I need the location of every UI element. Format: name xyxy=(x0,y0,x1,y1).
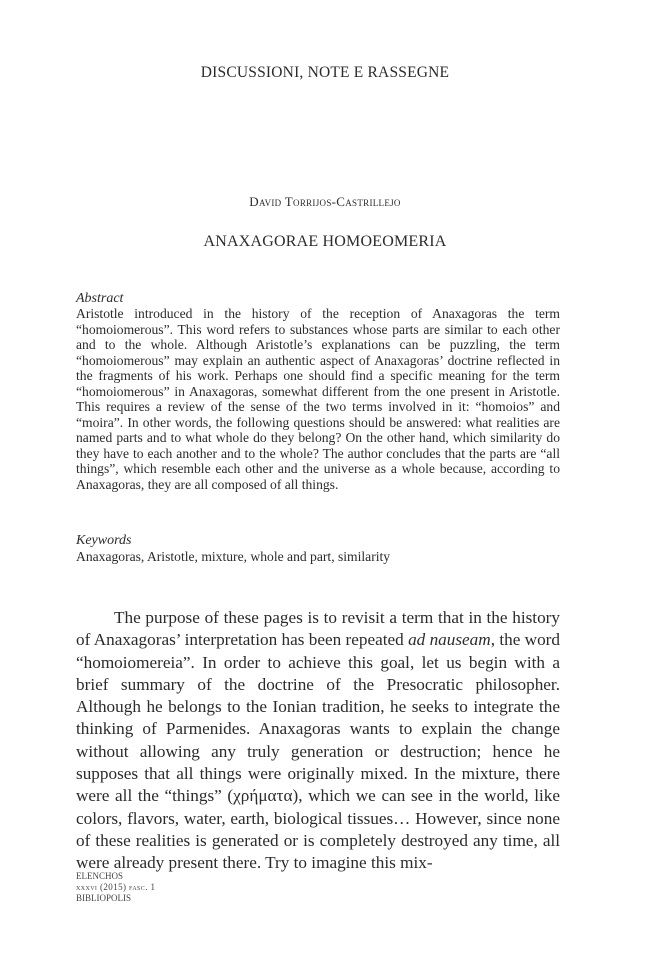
section-header: DISCUSSIONI, NOTE E RASSEGNE xyxy=(200,64,450,81)
body-text-part2: , the word “homoiomereia”. In order to achieve this goal, let us begin with a brief summary of the doctrine of the Presocratic philosopher. Although he belongs to the Ionian tradition, he seeks to integrate the thinking of Parmenides. Anaxagoras wants to explain the change without allowing any truly generation or destruction; hence he supposes that all things were originally mixed. In the mixture, there were all the “things” (χρήματα), which we can see in the world, like colors, flavors, water, earth, biological tissues… However, since none of these realities is generated or is completely destroyed any time, all were already present there. Try to imagine this mix- xyxy=(76,630,560,873)
abstract-text: Aristotle introduced in the history of the reception of Anaxagoras the term “homoiomerous”. This word refers to substances whose parts are similar to each other and to the whole. Although Aristotle’s explanations can be puzzling, the term “homoiomerous” may explain an authentic aspect of Anaxagoras’ doctrine reflected in the fragments of his work. Perhaps one should find a specific meaning for the term “homoiomerous” in Anaxagoras, somewhat different from the one present in Aristotle. This requires a review of the sense of the two terms involved in it: “homoios” and “moira”. In other words, the following questions should be answered: what realities are named parts and to what whole do they belong? On the other hand, which similarity do they have to each another and to the whole? The author concludes that the parts are “all things”, which resemble each other and the universe as a whole because, according to Anaxagoras, they are all composed of all things. xyxy=(76,306,560,493)
footer-issue: xxxvi (2015) fasc. 1 xyxy=(76,882,156,892)
abstract-label: Abstract xyxy=(76,291,124,306)
keywords-text: Anaxagoras, Aristotle, mixture, whole and part, similarity xyxy=(76,549,391,564)
keywords-label: Keywords xyxy=(76,533,132,548)
footer xyxy=(76,871,155,904)
article-author: David Torrijos-Castrillejo xyxy=(249,194,401,209)
footer-journal: ELENCHOS xyxy=(76,871,123,881)
footer-publisher: BIBLIOPOLIS xyxy=(76,893,132,903)
body-text-part1: The purpose of these pages is to revisit a term that in the history of Anaxagoras’ interpretation has been repeated xyxy=(76,608,560,650)
body-paragraph xyxy=(76,607,560,875)
article-title: ANAXAGORAE HOMOEOMERIA xyxy=(203,233,447,250)
body-emphasis: ad nauseam xyxy=(408,630,491,650)
